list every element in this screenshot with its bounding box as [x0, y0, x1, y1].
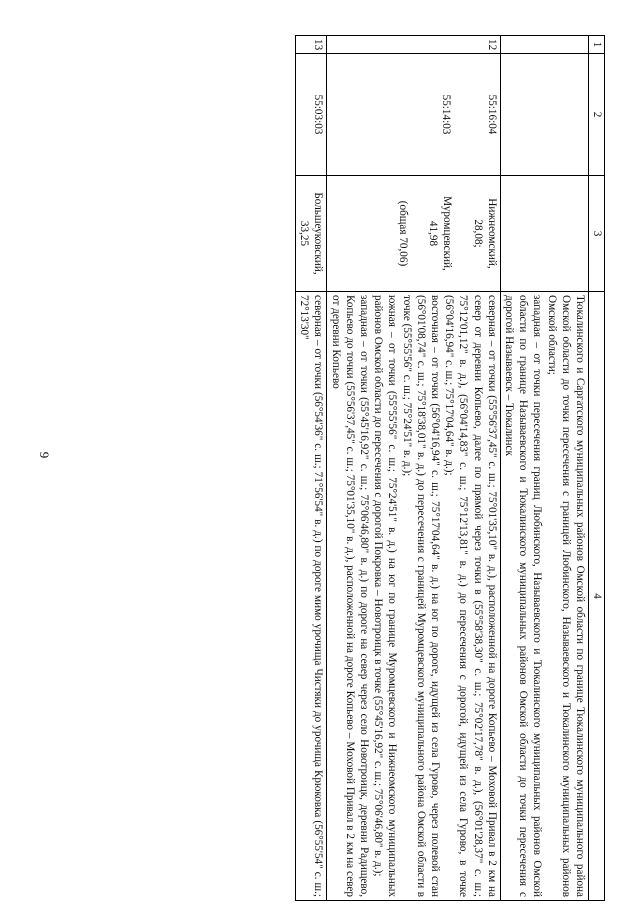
description-line: южная – от точки (55°55'56" с. ш.; 75°24'51" в. д.) на юг по границе Муромцевского и Нижнеомского муниципальных районов Омской области до пересечения с дорогой Покровка – Новотроицк в точке (55°45'16,92" с. ш.; 75°06'46,80" в. д.);: [372, 295, 399, 897]
boundary-description: [500, 292, 588, 901]
description-line: северная – от точки (56°54'36" с. ш.; 71°56'54" в. д.) по дороге мимо урочища Чистяки до урочища Крюковка (56°55'54" с. ш.; 72°13'30": [298, 295, 325, 897]
table-row: [295, 36, 326, 901]
rotated-page: [57, 35, 605, 900]
boundaries-table: [295, 35, 605, 901]
district-name: Нижнеомский,: [485, 198, 498, 269]
cell-empty: [500, 36, 588, 54]
description-line: северная – от точки (55°56'37,45" с. ш.; 75°01'35,10" в. д.), расположенной на дороге Копьево – Моховой Привал в 2 км на север от деревни Копьево, далее по прямой через точки в (55°58'38,30" с. ш.; 75°02'17,78" в. д.), (56°01'28,37" с. ш.; 75°12'01,12" в. д.), (56°04'14,83" с. ш.; 75°12'13,81" в. д.) до пересечения с дорогой, идущей из села Гурово, в точке (56°04'16,94" с. ш.; 75°17'04,64" в. д.);: [443, 295, 498, 897]
page-number: 9: [37, 451, 52, 459]
cell-empty: [500, 54, 588, 176]
cadastral-codes: [327, 54, 500, 176]
row-number: 12: [327, 36, 500, 54]
table-row: [327, 36, 500, 901]
description-line: восточная – от точки (56°04'16,94" с. ш.; 75°17'04,64" в. д.) на юг по дороге, идущей из села Гурово, через полевой стан (56°01'08,74" с. ш.; 75°18'38,01" в. д.) до пересечения с границей Муромцевского муниципального района Омской области в точке (55°55'56" с. ш.; 75°24'51" в. д.);: [400, 295, 441, 897]
district-area-value: 33,25: [298, 220, 311, 247]
description-line: западная – от точки (55°45'16,92" с. ш.; 75°06'46,80" в. д.) по дороге на север через село Новотроицк, деревни Радищево, Копьево до точки (55°56'37,45" с. ш.; 75°01'35,10" в. д.), расположенной на дороге Копьево – Моховой Привал в 2 км на север от деревни Копьево: [329, 295, 370, 897]
cadastral-codes: [295, 54, 326, 176]
district-name: Муромцевский,: [441, 196, 454, 271]
cadastral-code: 55:03:03: [312, 94, 325, 135]
district-area-value: 28,08;: [471, 219, 484, 248]
description-line: Тюкалинского и Саргатского муниципальных районов Омской области по границе Тюкалинского муниципального района Омской области до точки пересечения с границей Любинского, Называевского и Тюкалинского муниципальных районов Омской области;: [545, 295, 586, 897]
table-row-continued: [500, 36, 588, 901]
boundary-description: [295, 292, 326, 901]
district-area-value: 41,98: [427, 220, 440, 247]
district-area: [327, 176, 500, 292]
cell-empty: [500, 176, 588, 292]
column-header-1: 1: [589, 36, 605, 54]
district-name: Большеуковский,: [312, 192, 325, 275]
column-header-2: 2: [589, 54, 605, 176]
description-line: западная – от точки пересечения границ Любинского, Называевского и Тюкалинского муниципальных районов Омской области по границе Называевского и Тюкалинского муниципальных районов Омской области до точки пересечения с дорогой Называевск – Тюкалинск: [502, 295, 544, 897]
cadastral-code: 55:14:03: [439, 94, 452, 135]
boundary-description: [327, 292, 500, 901]
header-row: [589, 36, 605, 901]
district-area: [295, 176, 326, 292]
cadastral-code: 55:16:04: [485, 94, 498, 135]
row-number: 13: [295, 36, 326, 54]
column-header-4: 4: [589, 292, 605, 901]
total-area: (общая 70,06): [396, 200, 409, 267]
column-header-3: 3: [589, 176, 605, 292]
